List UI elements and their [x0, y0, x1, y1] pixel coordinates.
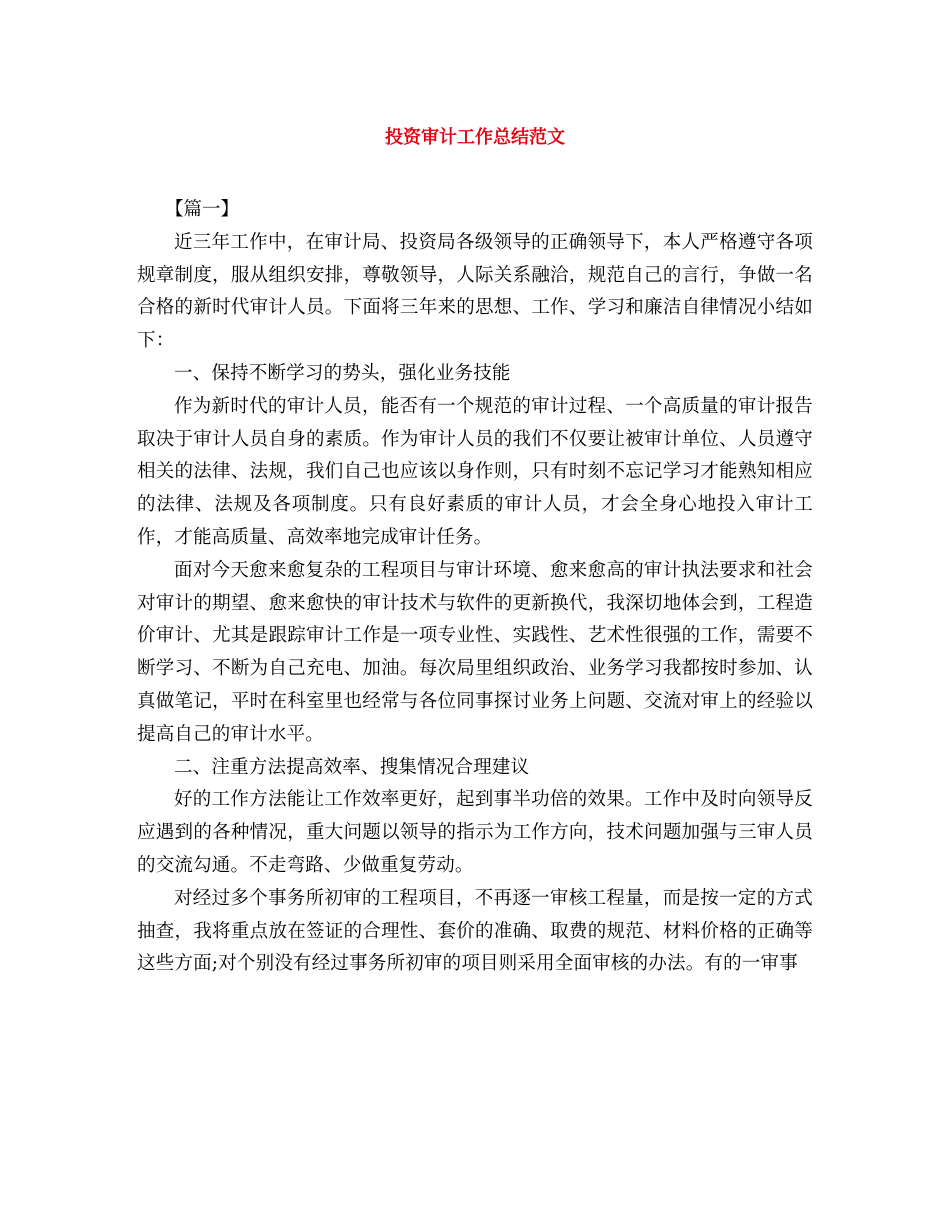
paragraph-challenges: 面对今天愈来愈复杂的工程项目与审计环境、愈来愈高的审计执法要求和社会对审计的期望、愈来愈快的审计技术与软件的更新换代，我深切地体会到，工程造价审计、尤其是跟踪审计工作是一项专业性、实践性、艺术性很强的工作，需要不断学习、不断为自己充电、加油。每次局里组织政治、业务学习我都按时参加、认真做笔记，平时在科室里也经常与各位同事探讨业务上问题、交流对审上的经验以提高自己的审计水平。	[137, 559, 813, 745]
document-title: 投资审计工作总结范文	[385, 127, 565, 148]
paragraph-review-approach: 对经过多个事务所初审的工程项目，不再逐一审核工程量，而是按一定的方式抽查，我将重点放在签证的合理性、套价的准确、取费的规范、材料价格的正确等这些方面;对个别没有经过事务所初审的项目则采用全面审核的办法。有的一审事	[137, 887, 813, 975]
paragraph-learning: 作为新时代的审计人员，能否有一个规范的审计过程、一个高质量的审计报告取决于审计人员自身的素质。作为审计人员的我们不仅要让被审计单位、人员遵守相关的法律、法规，我们自己也应该以身作则，只有时刻不忘记学习才能熟知相应的法律、法规及各项制度。只有良好素质的审计人员，才会全身心地投入审计工作，才能高质量、高效率地完成审计任务。	[137, 395, 813, 548]
heading-section-two: 二、注重方法提高效率、搜集情况合理建议	[174, 756, 530, 778]
section-label: 【篇一】	[165, 199, 240, 220]
paragraph-intro: 近三年工作中，在审计局、投资局各级领导的正确领导下，本人严格遵守各项规章制度，服从组织安排，尊敬领导，人际关系融洽，规范自己的言行，争做一名合格的新时代审计人员。下面将三年来的思想、工作、学习和廉洁自律情况小结如下：	[137, 231, 813, 352]
heading-section-one: 一、保持不断学习的势头，强化业务技能	[174, 362, 511, 384]
document-body	[137, 194, 813, 981]
paragraph-methods: 好的工作方法能让工作效率更好，起到事半功倍的效果。工作中及时向领导反应遇到的各种情况，重大问题以领导的指示为工作方向，技术问题加强与三审人员的交流勾通。不走弯路、少做重复劳动。	[137, 789, 813, 876]
